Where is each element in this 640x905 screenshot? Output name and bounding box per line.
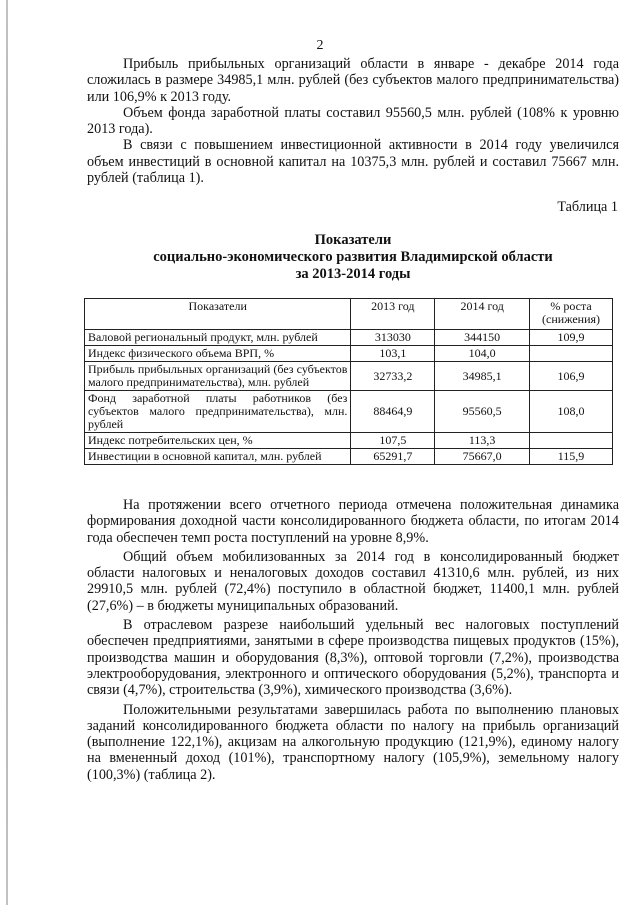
- value-growth: 115,9: [530, 449, 613, 465]
- indicators-table: [84, 298, 613, 465]
- table-header-row: [85, 299, 613, 330]
- value-growth: [530, 433, 613, 449]
- table-row: [85, 391, 613, 433]
- value-2013: 32733,2: [351, 362, 435, 391]
- row-label: Индекс потребительских цен, %: [85, 433, 351, 449]
- header-indicator: Показатели: [85, 299, 351, 330]
- value-2013: 313030: [351, 330, 435, 346]
- text-block-bottom: [87, 497, 619, 783]
- scan-edge-line: [6, 0, 8, 905]
- value-2014: 113,3: [435, 433, 530, 449]
- header-2013: 2013 год: [351, 299, 435, 330]
- row-label: Прибыль прибыльных организаций (без субъектов малого предпринимательства), млн. рублей: [85, 362, 351, 391]
- table-reference: Таблица 1: [557, 199, 618, 215]
- paragraph-revenue-total: Общий объем мобилизованных за 2014 год в консолидированный бюджет области налоговых и неналоговых доходов составил 41310,6 млн. рублей, из них 29910,5 млн. рублей (72,4%) поступило в областной бюджет, 11400,1 млн. рублей (27,6%) – в бюджеты муниципальных образований.: [87, 548, 619, 614]
- table-title: [87, 232, 619, 283]
- row-label: Инвестиции в основной капитал, млн. рублей: [85, 449, 351, 465]
- row-label: Индекс физического объема ВРП, %: [85, 346, 351, 362]
- table-title-line-2: социально-экономического развития Владимирской области: [153, 249, 553, 265]
- table-row: [85, 362, 613, 391]
- value-2013: 103,1: [351, 346, 435, 362]
- paragraph-investment: В связи с повышением инвестиционной активности в 2014 году увеличился объем инвестиций в основной капитал на 10375,3 млн. рублей и составил 75667 млн. рублей (таблица 1).: [87, 137, 619, 187]
- value-growth: 108,0: [530, 391, 613, 433]
- value-2014: 104,0: [435, 346, 530, 362]
- row-label: Валовой региональный продукт, млн. рублей: [85, 330, 351, 346]
- table-row: [85, 433, 613, 449]
- table-row: [85, 346, 613, 362]
- value-2014: 34985,1: [435, 362, 530, 391]
- value-2014: 95560,5: [435, 391, 530, 433]
- table-title-line-1: Показатели: [314, 232, 392, 248]
- value-2013: 88464,9: [351, 391, 435, 433]
- row-label: Фонд заработной платы работников (без субъектов малого предпринимательства), млн. рублей: [85, 391, 351, 433]
- value-growth: 106,9: [530, 362, 613, 391]
- table-title-line-3: за 2013-2014 годы: [295, 266, 411, 282]
- value-growth: 109,9: [530, 330, 613, 346]
- value-2013: 65291,7: [351, 449, 435, 465]
- paragraph-wage-fund: Объем фонда заработной платы составил 95560,5 млн. рублей (108% к уровню 2013 года).: [87, 104, 619, 138]
- paragraph-budget-dynamics: На протяжении всего отчетного периода отмечена положительная динамика формирования доходной части консолидированного бюджета области, по итогам 2014 года обеспечен темп роста поступлений на уровне 8,9%.: [87, 497, 619, 546]
- table-row: [85, 330, 613, 346]
- value-growth: [530, 346, 613, 362]
- value-2013: 107,5: [351, 433, 435, 449]
- paragraph-profit: Прибыль прибыльных организаций области в январе - декабре 2014 года сложилась в размере 34985,1 млн. рублей (без субъектов малого предпринимательства) или 106,9% к 2013 году.: [87, 56, 619, 105]
- page-number: 2: [316, 38, 324, 53]
- header-2014: 2014 год: [435, 299, 530, 330]
- paragraph-sector-breakdown: В отраслевом разрезе наибольший удельный вес налоговых поступлений обеспечен предприятиями, занятыми в сфере производства пищевых продуктов (15%), производства машин и оборудования (8,3%), оптовой торговли (7,2%), производства электрооборудования, электронного и оптического оборудования (5,2%), транспорта и связи (4,7%), строительства (3,9%), химического производства (3,6%).: [87, 617, 619, 699]
- value-2014: 75667,0: [435, 449, 530, 465]
- header-growth: % роста (снижения): [530, 299, 613, 330]
- table-row: [85, 449, 613, 465]
- text-block-top: [87, 56, 619, 186]
- value-2014: 344150: [435, 330, 530, 346]
- paragraph-plan-results: Положительными результатами завершилась работа по выполнению плановых заданий консолидированного бюджета области по налогу на прибыль организаций (выполнение 122,1%), акцизам на алкогольную продукцию (121,9%), единому налогу на вмененный доход (101%), транспортному налогу (105,9%), земельному налогу (100,3%) (таблица 2).: [87, 701, 619, 783]
